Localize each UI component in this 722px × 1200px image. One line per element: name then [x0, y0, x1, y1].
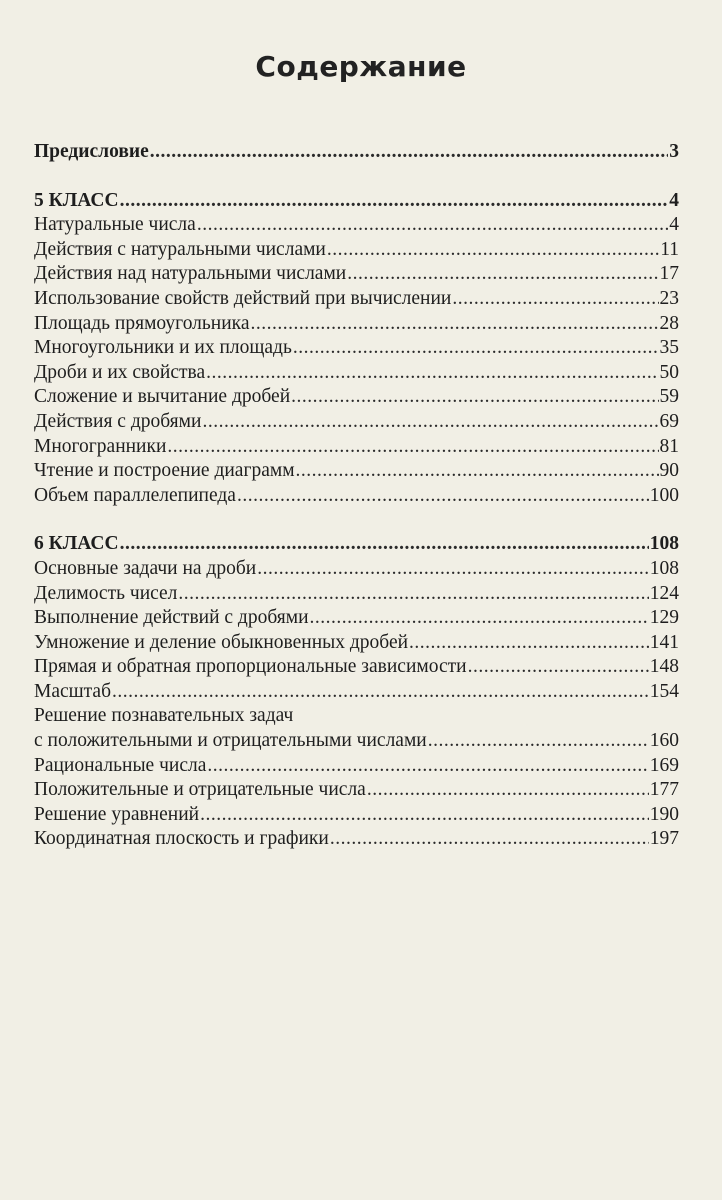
toc-entry — [34, 827, 679, 852]
dot-leader — [120, 189, 669, 214]
toc-entry — [34, 459, 679, 484]
toc-entry — [34, 655, 679, 680]
dot-leader — [409, 631, 649, 656]
dot-leader — [202, 410, 658, 435]
toc-page-number: 177 — [649, 779, 679, 801]
dot-leader — [251, 312, 659, 337]
section-gap — [34, 508, 679, 532]
dot-leader — [178, 582, 648, 607]
toc-entry-label: Действия с дробями — [34, 410, 202, 432]
toc-section-label: 6 КЛАСС — [34, 533, 119, 555]
dot-leader — [237, 484, 649, 509]
toc-entry — [34, 803, 679, 828]
toc-entry-label: Действия над натуральными числами — [34, 263, 347, 285]
dot-leader — [327, 238, 659, 263]
section-gap — [34, 165, 679, 189]
dot-leader — [367, 778, 649, 803]
toc-section-heading-6 — [34, 532, 679, 557]
toc-entry — [34, 754, 679, 779]
toc-page-number: 160 — [649, 730, 679, 752]
dot-leader — [291, 385, 658, 410]
toc-entry-label: Сложение и вычитание дробей — [34, 386, 291, 408]
dot-leader — [207, 754, 648, 779]
toc-entry-label: Дроби и их свойства — [34, 361, 206, 383]
toc-entry — [34, 680, 679, 705]
dot-leader — [167, 435, 658, 460]
toc-entry-label: Многогранники — [34, 435, 167, 457]
toc-page-number: 108 — [649, 557, 679, 579]
toc-entry-preface — [34, 140, 679, 165]
dot-leader — [296, 459, 659, 484]
dot-leader — [452, 287, 658, 312]
toc-entry-label: Рациональные числа — [34, 754, 207, 776]
table-of-contents — [34, 140, 679, 852]
dot-leader — [257, 557, 649, 582]
toc-entry-label: Чтение и построение диаграмм — [34, 460, 295, 482]
toc-page-number: 28 — [659, 312, 679, 334]
toc-entry-label: Умножение и деление обыкновенных дробей — [34, 631, 409, 653]
toc-entry — [34, 435, 679, 460]
toc-entry-label: Действия с натуральными числами — [34, 238, 326, 260]
toc-entry — [34, 631, 679, 656]
dot-leader — [428, 729, 649, 754]
toc-page-number: 81 — [659, 435, 679, 457]
toc-section-heading-5 — [34, 189, 679, 214]
toc-entry — [34, 238, 679, 263]
toc-page-number: 4 — [669, 189, 679, 211]
toc-page-number: 69 — [659, 410, 679, 432]
toc-entry-label: Координатная плоскость и графики — [34, 828, 329, 850]
toc-page-number: 190 — [649, 803, 679, 825]
toc-entry — [34, 606, 679, 631]
toc-page-number: 124 — [649, 582, 679, 604]
dot-leader — [347, 262, 658, 287]
toc-entry-label: Масштаб — [34, 680, 112, 702]
toc-entry-label: Выполнение действий с дробями — [34, 607, 309, 629]
toc-page-number: 108 — [649, 533, 679, 555]
toc-page-number: 90 — [659, 460, 679, 482]
toc-entry-label: Решение познавательных задач — [34, 705, 294, 727]
toc-entry — [34, 312, 679, 337]
dot-leader — [206, 361, 658, 386]
toc-entry-label: Использование свойств действий при вычислении — [34, 287, 452, 309]
toc-page-number: 59 — [659, 386, 679, 408]
toc-page-number: 197 — [649, 828, 679, 850]
toc-entry-label: Решение уравнений — [34, 803, 200, 825]
toc-entry — [34, 385, 679, 410]
dot-leader — [197, 213, 668, 238]
toc-page-number: 129 — [649, 607, 679, 629]
toc-page-number: 3 — [669, 141, 679, 162]
toc-entry-label: Многоугольники и их площадь — [34, 337, 292, 359]
toc-entry-label: Натуральные числа — [34, 214, 196, 236]
toc-entry — [34, 484, 679, 509]
toc-entry-label: Делимость чисел — [34, 582, 178, 604]
dot-leader — [112, 680, 649, 705]
toc-entry — [34, 557, 679, 582]
dot-leader — [120, 532, 649, 557]
toc-entry-label: с положительными и отрицательными числами — [34, 730, 427, 752]
dot-leader — [200, 803, 649, 828]
toc-entry — [34, 361, 679, 386]
toc-page-number: 50 — [659, 361, 679, 383]
toc-entry — [34, 262, 679, 287]
dot-leader — [330, 827, 649, 852]
toc-entry-label: Положительные и отрицательные числа — [34, 779, 366, 801]
toc-entry-label: Объем параллелепипеда — [34, 484, 236, 506]
toc-entry-label: Основные задачи на дроби — [34, 557, 257, 579]
toc-page-number: 35 — [659, 337, 679, 359]
toc-entry — [34, 213, 679, 238]
toc-page-number: 169 — [649, 754, 679, 776]
toc-page-number: 4 — [669, 214, 679, 236]
toc-entry — [34, 729, 679, 754]
toc-entry — [34, 336, 679, 361]
dot-leader — [293, 336, 659, 361]
toc-page-number: 23 — [659, 287, 679, 309]
toc-page-number: 141 — [649, 631, 679, 653]
toc-page-number: 11 — [660, 238, 679, 260]
dot-leader — [150, 140, 668, 165]
toc-page-number: 148 — [649, 656, 679, 678]
toc-page-number: 154 — [649, 680, 679, 702]
page-title: Содержание — [255, 50, 467, 83]
toc-entry-label: Прямая и обратная пропорциональные зависимости — [34, 656, 467, 678]
toc-entry-wrapped-line — [34, 704, 679, 729]
toc-entry — [34, 582, 679, 607]
dot-leader — [310, 606, 649, 631]
toc-page-number: 17 — [659, 263, 679, 285]
dot-leader — [468, 655, 649, 680]
toc-entry-label: Площадь прямоугольника — [34, 312, 250, 334]
toc-page-number: 100 — [649, 484, 679, 506]
toc-entry — [34, 287, 679, 312]
toc-entry-label: Предисловие — [34, 141, 149, 162]
toc-entry — [34, 778, 679, 803]
toc-entry — [34, 410, 679, 435]
toc-section-label: 5 КЛАСС — [34, 189, 119, 211]
